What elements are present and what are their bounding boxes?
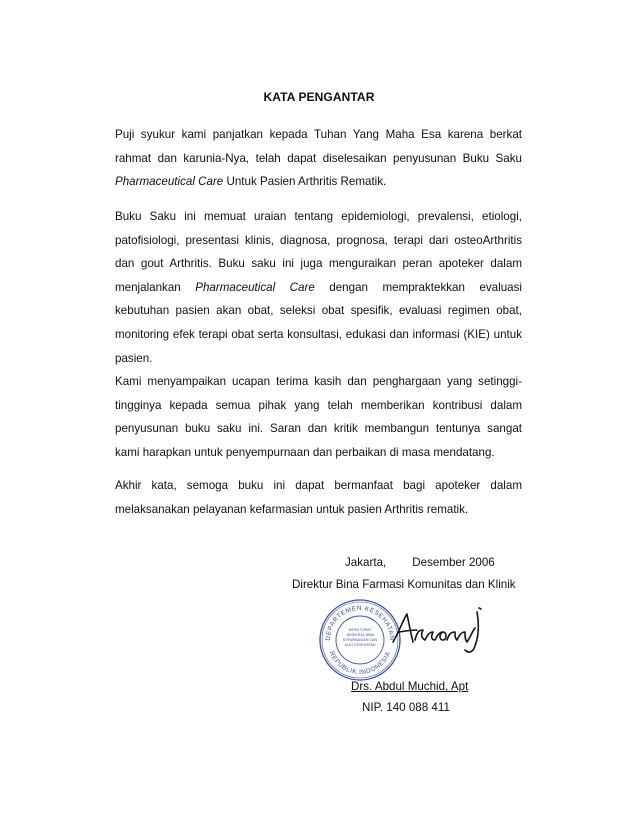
page-title: KATA PENGANTAR (263, 90, 375, 104)
stamp-outer-top: DEPARTEMEN KESEHATAN (324, 604, 396, 641)
paragraph-4 (115, 474, 522, 521)
text-fragment: menjalankan (115, 280, 196, 294)
text-line: kami harapkan untuk penyempurnaan dan perbaikan di masa mendatang. (115, 445, 495, 459)
text-line: penyusunan buku saku ini. Saran dan kritik membangun tentunya sangat (115, 422, 522, 436)
text-line: monitoring efek terapi obat serta konsultasi, edukasi dan informasi (KIE) untuk (115, 327, 522, 341)
text-line: kebutuhan pasien akan obat, seleksi obat spesifik, evaluasi regimen obat, (115, 304, 522, 318)
date: Desember 2006 (412, 556, 495, 569)
paragraph-1 (115, 123, 522, 194)
text-line: dan gout Arthritis. Buku saku ini juga menguraikan peran apoteker dalam (115, 257, 522, 271)
text-line: Akhir kata, semoga buku ini dapat bermanfaat bagi apoteker dalam (115, 479, 522, 492)
text-fragment: dengan mempraktekkan evaluasi (329, 280, 522, 294)
stamp-inner-text: DIREKTORAT JENDERAL BINA KEFARMASIAN DAN ALAT KESEHATAN (342, 628, 378, 647)
text-line: tingginya kepada semua pihak yang telah memberikan kontribusi dalam (115, 398, 522, 412)
place-date (345, 556, 495, 569)
text-line (115, 276, 522, 300)
city: Jakarta, (345, 556, 387, 569)
text-line: Puji syukur kami panjatkan kepada Tuhan Yang Maha Esa karena berkat (115, 128, 522, 141)
paragraph-2 (115, 205, 522, 370)
text-line (115, 170, 522, 194)
italic-term: Pharmaceutical Care (115, 175, 224, 189)
text-line: melaksanakan pelayanan kefarmasian untuk pasien Arthritis rematik. (115, 502, 469, 516)
signatory-name: Drs. Abdul Muchid, Apt (351, 680, 469, 693)
signatory-position: Direktur Bina Farmasi Komunitas dan Klinik (292, 578, 516, 591)
text-line: Kami menyampaikan ucapan terima kasih dan penghargaan yang setinggi- (115, 375, 522, 388)
text-line: Buku Saku ini memuat uraian tentang epidemiologi, prevalensi, etiologi, (115, 210, 522, 223)
paragraph-3 (115, 370, 522, 464)
text-line: patofisiologi, presentasi klinis, diagnosa, prognosa, terapi dari osteoArthritis (115, 233, 522, 247)
text-line: rahmat dan karunia-Nya, telah dapat diselesaikan penyusunan Buku Saku (115, 151, 522, 165)
italic-term: Pharmaceutical Care (195, 280, 315, 294)
stamp-outer-bottom: REPUBLIK INDONESIA (327, 650, 393, 677)
svg-text:REPUBLIK INDONESIA (328, 650, 393, 676)
text-fragment: Untuk Pasien Arthritis Rematik. (223, 175, 387, 189)
handwritten-signature (385, 606, 495, 656)
text-line: pasien. (115, 351, 153, 365)
signatory-nip: NIP. 140 088 411 (362, 701, 450, 714)
